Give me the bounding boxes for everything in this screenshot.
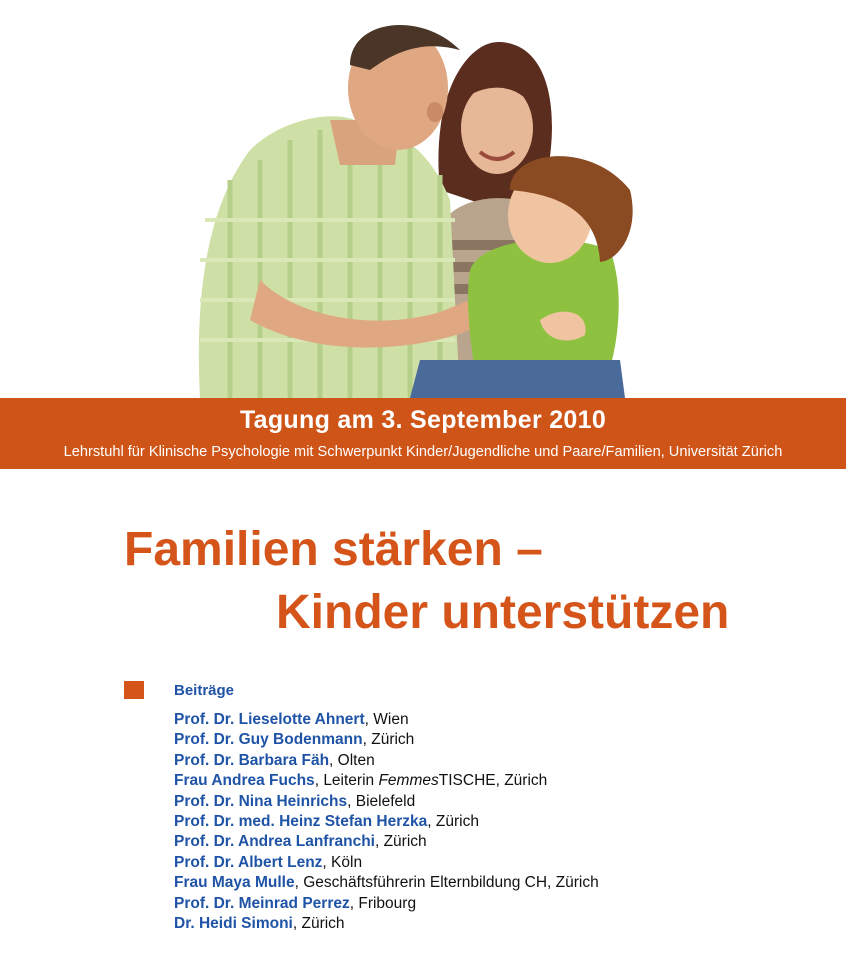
contributor-location: Zürich [383,833,427,851]
contributor-location: Bielefeld [355,792,416,810]
contributor-name: Prof. Dr. Andrea Lanfranchi [174,833,375,851]
family-photo [0,0,846,398]
separator: , [349,894,359,912]
contributor-name: Prof. Dr. Albert Lenz [174,853,323,871]
event-date-title: Tagung am 3. September 2010 [239,406,607,434]
contributor-location: Olten [337,751,375,769]
separator: , [322,853,332,871]
list-item [174,853,599,873]
list-item [174,812,599,832]
contributor-role: Leiterin [323,772,379,790]
list-item [174,710,599,730]
contributor-role-italic: Femmes [378,772,439,790]
list-item [174,832,599,852]
contributor-location: Zürich [435,813,479,831]
contributor-name: Frau Maya Mulle [174,874,295,892]
separator: , [364,711,374,728]
separator: , [362,731,372,749]
list-item [174,873,599,893]
list-item [174,751,599,771]
contributor-location: Zürich [555,874,599,892]
separator: , [314,772,324,790]
contributor-name: Prof. Dr. med. Heinz Stefan Herzka [174,813,428,831]
headline-line-1: Familien stärken – [124,523,543,576]
contributor-role: Geschäftsführerin Elternbildung CH, [303,874,556,892]
separator: , [347,792,356,810]
contributor-location: Fribourg [358,894,417,912]
contributor-name: Dr. Heidi Simoni [174,915,293,933]
contributor-list [174,710,599,934]
contributor-location: Köln [331,853,363,871]
headline-line-2: Kinder unterstützen [276,586,730,639]
separator: , [294,874,304,892]
section-label-beitraege: Beiträge [174,682,235,699]
contributor-name: Prof. Dr. Meinrad Perrez [174,894,350,912]
list-item [174,771,599,791]
contributor-location: TISCHE, Zürich [438,772,548,790]
section-bullet-square [124,681,144,699]
contributor-location: Zürich [301,915,345,933]
contributor-name: Prof. Dr. Lieselotte Ahnert [174,711,365,728]
contributor-name: Prof. Dr. Guy Bodenmann [174,731,363,749]
list-item [174,914,599,934]
separator: , [292,915,302,933]
separator: , [427,813,436,831]
list-item [174,894,599,914]
contributor-name: Prof. Dr. Nina Heinrichs [174,792,348,810]
separator: , [374,833,384,851]
list-item [174,792,599,812]
event-organizer-subtitle: Lehrstuhl für Klinische Psychologie mit Schwerpunkt Kinder/Jugendliche und Paare/Familien, Universität Zürich [63,444,783,460]
family-photo-illustration [0,0,846,398]
contributor-location: Zürich [371,731,415,749]
contributor-location: Wien [373,711,409,728]
separator: , [329,751,338,769]
contributor-name: Prof. Dr. Barbara Fäh [174,751,330,769]
contributor-name: Frau Andrea Fuchs [174,772,315,790]
event-banner [0,398,846,469]
list-item [174,730,599,750]
